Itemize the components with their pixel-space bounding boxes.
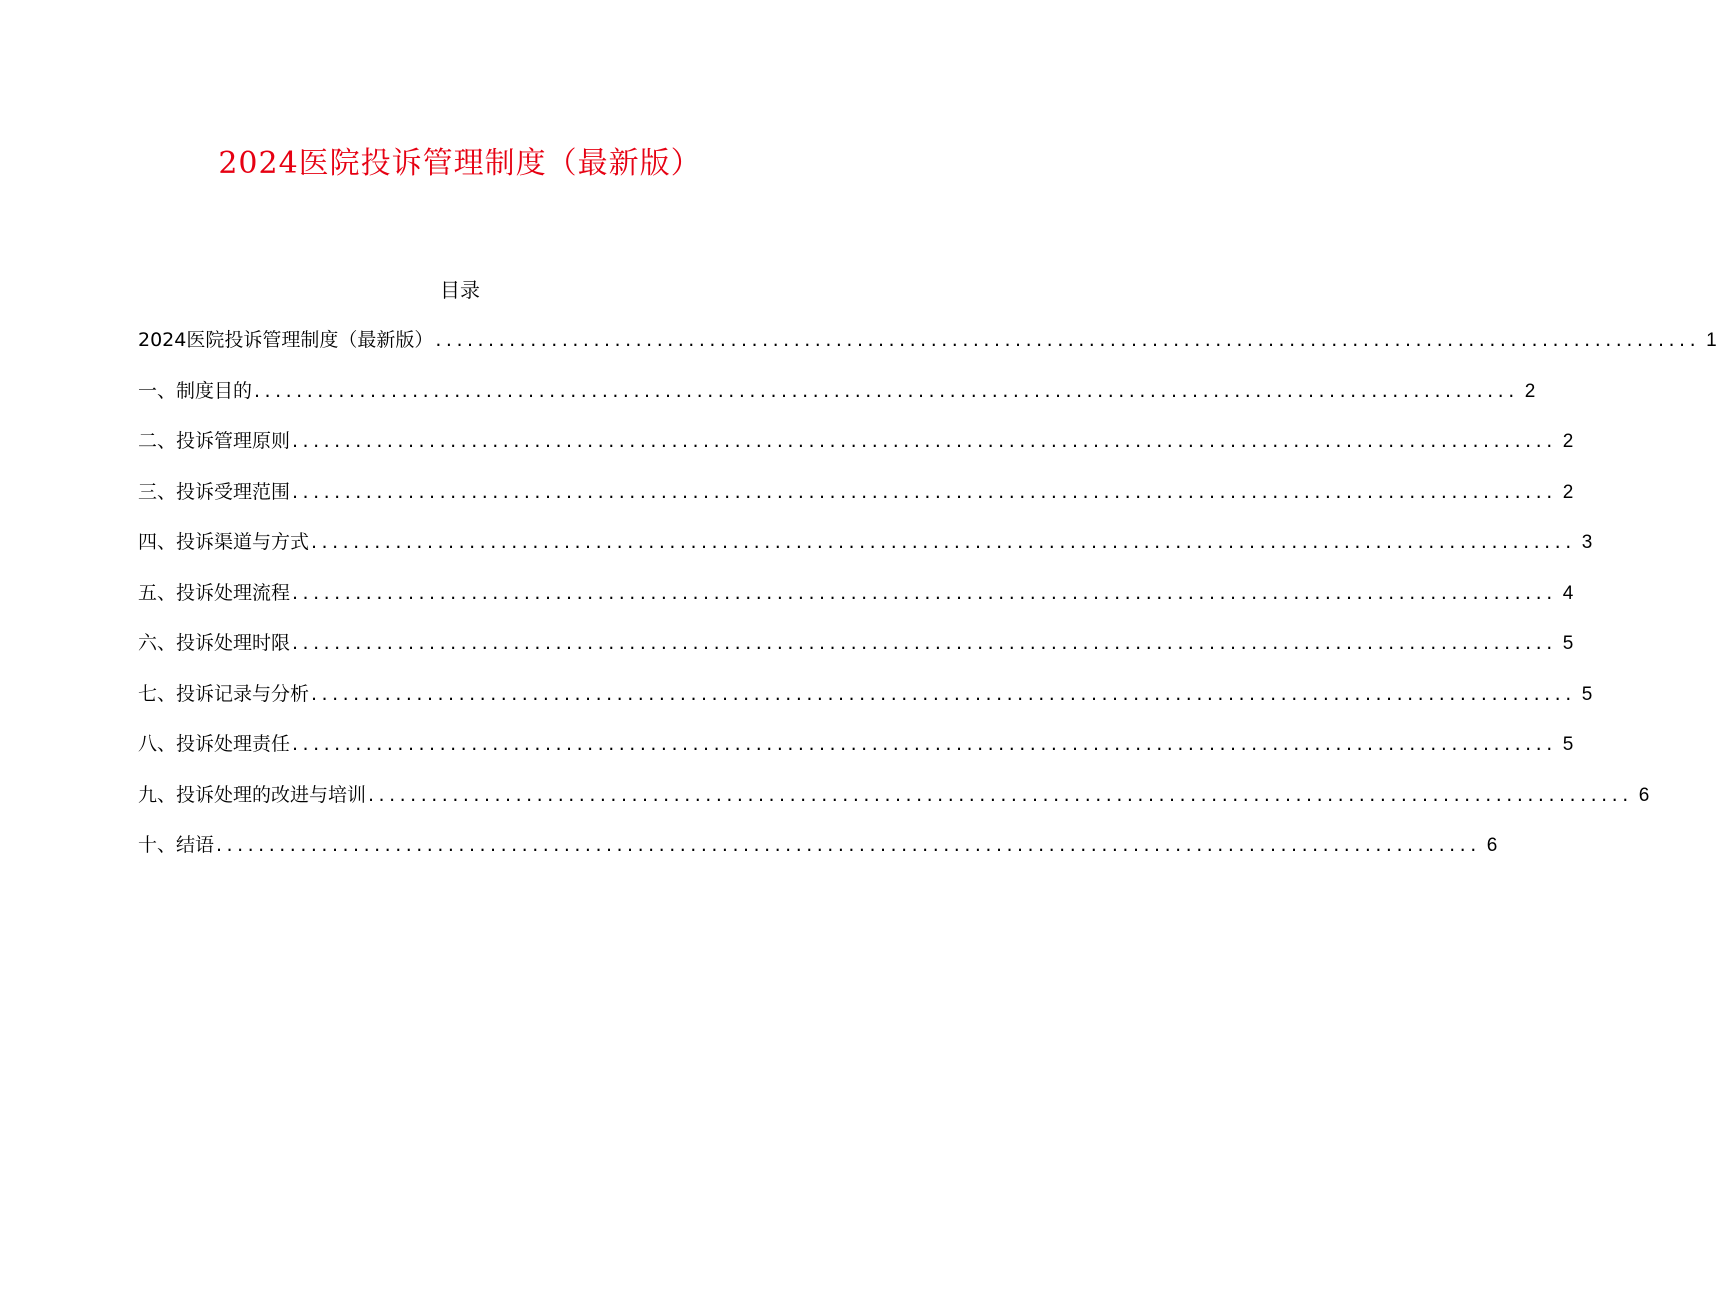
toc-entry-page: 4 [1562, 582, 1574, 604]
toc-leader-dots: ........................................................................................................................ [435, 329, 1701, 351]
toc-entry-label: 六、投诉处理时限 [138, 632, 291, 654]
toc-entry-label: 三、投诉受理范围 [138, 480, 291, 503]
toc-entry-label: 四、投诉渠道与方式 [138, 531, 310, 553]
toc-leader-dots: ........................................................................................................................ [292, 632, 1557, 654]
toc-entry-page: 2 [1562, 481, 1574, 503]
toc-entry[interactable] [138, 726, 1574, 777]
toc-leader-dots: ........................................................................................................................ [311, 531, 1576, 553]
table-of-contents [138, 322, 1717, 878]
toc-entry[interactable] [138, 524, 1593, 575]
toc-entry-label: 2024医院投诉管理制度（最新版） [138, 329, 434, 351]
toc-entry[interactable] [138, 625, 1574, 676]
document-title: 2024医院投诉管理制度（最新版） [218, 146, 702, 181]
toc-leader-dots: ........................................................................................................................ [292, 430, 1557, 452]
toc-entry[interactable] [138, 676, 1593, 727]
toc-entry-page: 2 [1524, 380, 1536, 402]
toc-leader-dots: ........................................................................................................................ [368, 783, 1633, 806]
toc-entry-page: 6 [1638, 784, 1650, 806]
toc-entry-label: 五、投诉处理流程 [138, 581, 291, 604]
toc-leader-dots: ........................................................................................................................ [216, 834, 1481, 856]
toc-entry-page: 5 [1562, 633, 1574, 654]
toc-heading: 目录 [440, 278, 480, 302]
toc-entry-label: 八、投诉处理责任 [138, 733, 291, 755]
toc-entry-label: 九、投诉处理的改进与培训 [138, 783, 367, 806]
toc-entry-label: 二、投诉管理原则 [138, 430, 291, 452]
toc-entry-label: 一、制度目的 [138, 379, 253, 402]
toc-entry-page: 3 [1581, 532, 1593, 553]
toc-entry[interactable] [138, 575, 1574, 626]
toc-entry-page: 6 [1486, 835, 1498, 856]
toc-entry[interactable] [138, 474, 1574, 525]
toc-leader-dots: ........................................................................................................................ [292, 480, 1557, 503]
toc-leader-dots: ........................................................................................................................ [254, 379, 1519, 402]
toc-entry[interactable] [138, 322, 1717, 373]
toc-entry[interactable] [138, 827, 1498, 878]
toc-entry[interactable] [138, 423, 1574, 474]
toc-entry-page: 5 [1562, 734, 1574, 755]
toc-entry[interactable] [138, 373, 1536, 424]
toc-leader-dots: ........................................................................................................................ [292, 581, 1557, 604]
toc-entry-label: 七、投诉记录与分析 [138, 682, 310, 705]
toc-entry-page: 2 [1562, 431, 1574, 452]
toc-entry[interactable] [138, 777, 1650, 828]
toc-leader-dots: ........................................................................................................................ [311, 682, 1576, 705]
toc-entry-page: 5 [1581, 683, 1593, 705]
toc-entry-page: 1 [1706, 330, 1717, 351]
toc-entry-label: 十、结语 [138, 834, 215, 856]
toc-leader-dots: ........................................................................................................................ [292, 733, 1557, 755]
